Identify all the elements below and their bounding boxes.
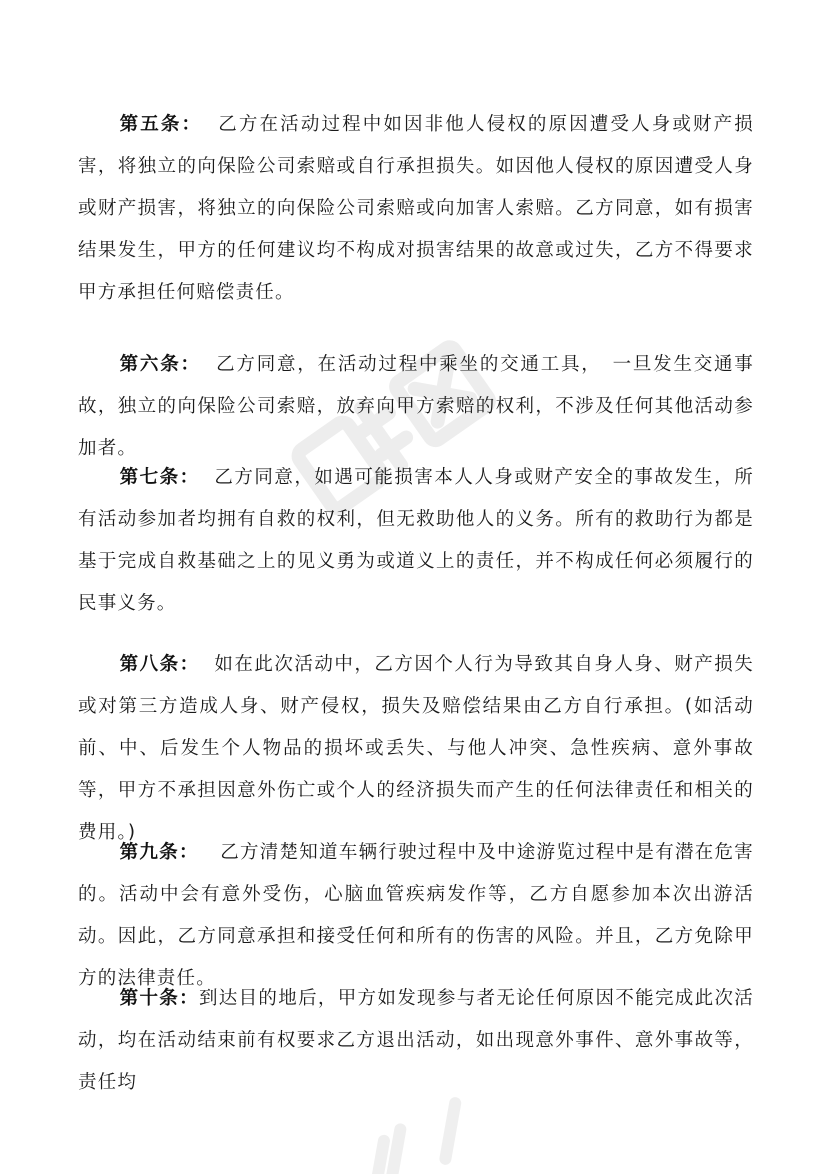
article-9-label: 第九条：: [119, 842, 199, 863]
article-5-label: 第五条：: [119, 114, 203, 135]
article-6-text: 乙方同意，在活动过程中乘坐的交通工具， 一旦发生交通事故，独立的向保险公司索赔，放弃向甲方索赔的权利，不涉及任何其他活动参加者。: [78, 354, 754, 459]
article-10-label: 第十条：: [119, 988, 199, 1009]
article-9-text: 乙方清楚知道车辆行驶过程中及中途游览过程中是有潜在危害的。活动中会有意外受伤，心脑血管疾病发作等，乙方自愿参加本次出游活动。因此，乙方同意承担和接受任何和所有的伤害的风险。并且，乙方免除甲方的法律责任。: [78, 842, 754, 989]
article-5: [78, 104, 754, 314]
article-10-text: 到达目的地后，甲方如发现参与者无论任何原因不能完成此次活动，均在活动结束前有权要求乙方退出活动，如出现意外事件、意外事故等，责任均: [78, 988, 754, 1093]
article-9: [78, 832, 754, 1000]
article-6-label: 第六条：: [119, 354, 201, 375]
article-6: [78, 344, 754, 470]
article-8-label: 第八条：: [119, 654, 200, 675]
article-5-text: 乙方在活动过程中如因非他人侵权的原因遭受人身或财产损害，将独立的向保险公司索赔或自行承担损失。如因他人侵权的原因遭受人身或财产损害，将独立的向保险公司索赔或向加害人索赔。乙方同意，如有损害结果发生，甲方的任何建议均不构成对损害结果的故意或过失，乙方不得要求甲方承担任何赔偿责任。: [78, 114, 754, 303]
article-8: [78, 644, 754, 854]
article-7-label: 第七条：: [119, 467, 200, 488]
article-7: [78, 457, 754, 625]
article-8-text: 如在此次活动中，乙方因个人行为导致其自身人身、财产损失或对第三方造成人身、财产侵权，损失及赔偿结果由乙方自行承担。(如活动前、中、后发生个人物品的损坏或丢失、与他人冲突、急性疾病、意外事故等，甲方不承担因意外伤亡或个人的经济损失而产生的任何法律责任和相关的费用。): [78, 654, 754, 843]
article-7-text: 乙方同意，如遇可能损害本人人身或财产安全的事故发生，所有活动参加者均拥有自救的权利，但无救助他人的义务。所有的救助行为都是基于完成自救基础之上的见义勇为或道义上的责任，并不构成任何必须履行的民事义务。: [78, 467, 754, 614]
article-10: [78, 978, 754, 1104]
